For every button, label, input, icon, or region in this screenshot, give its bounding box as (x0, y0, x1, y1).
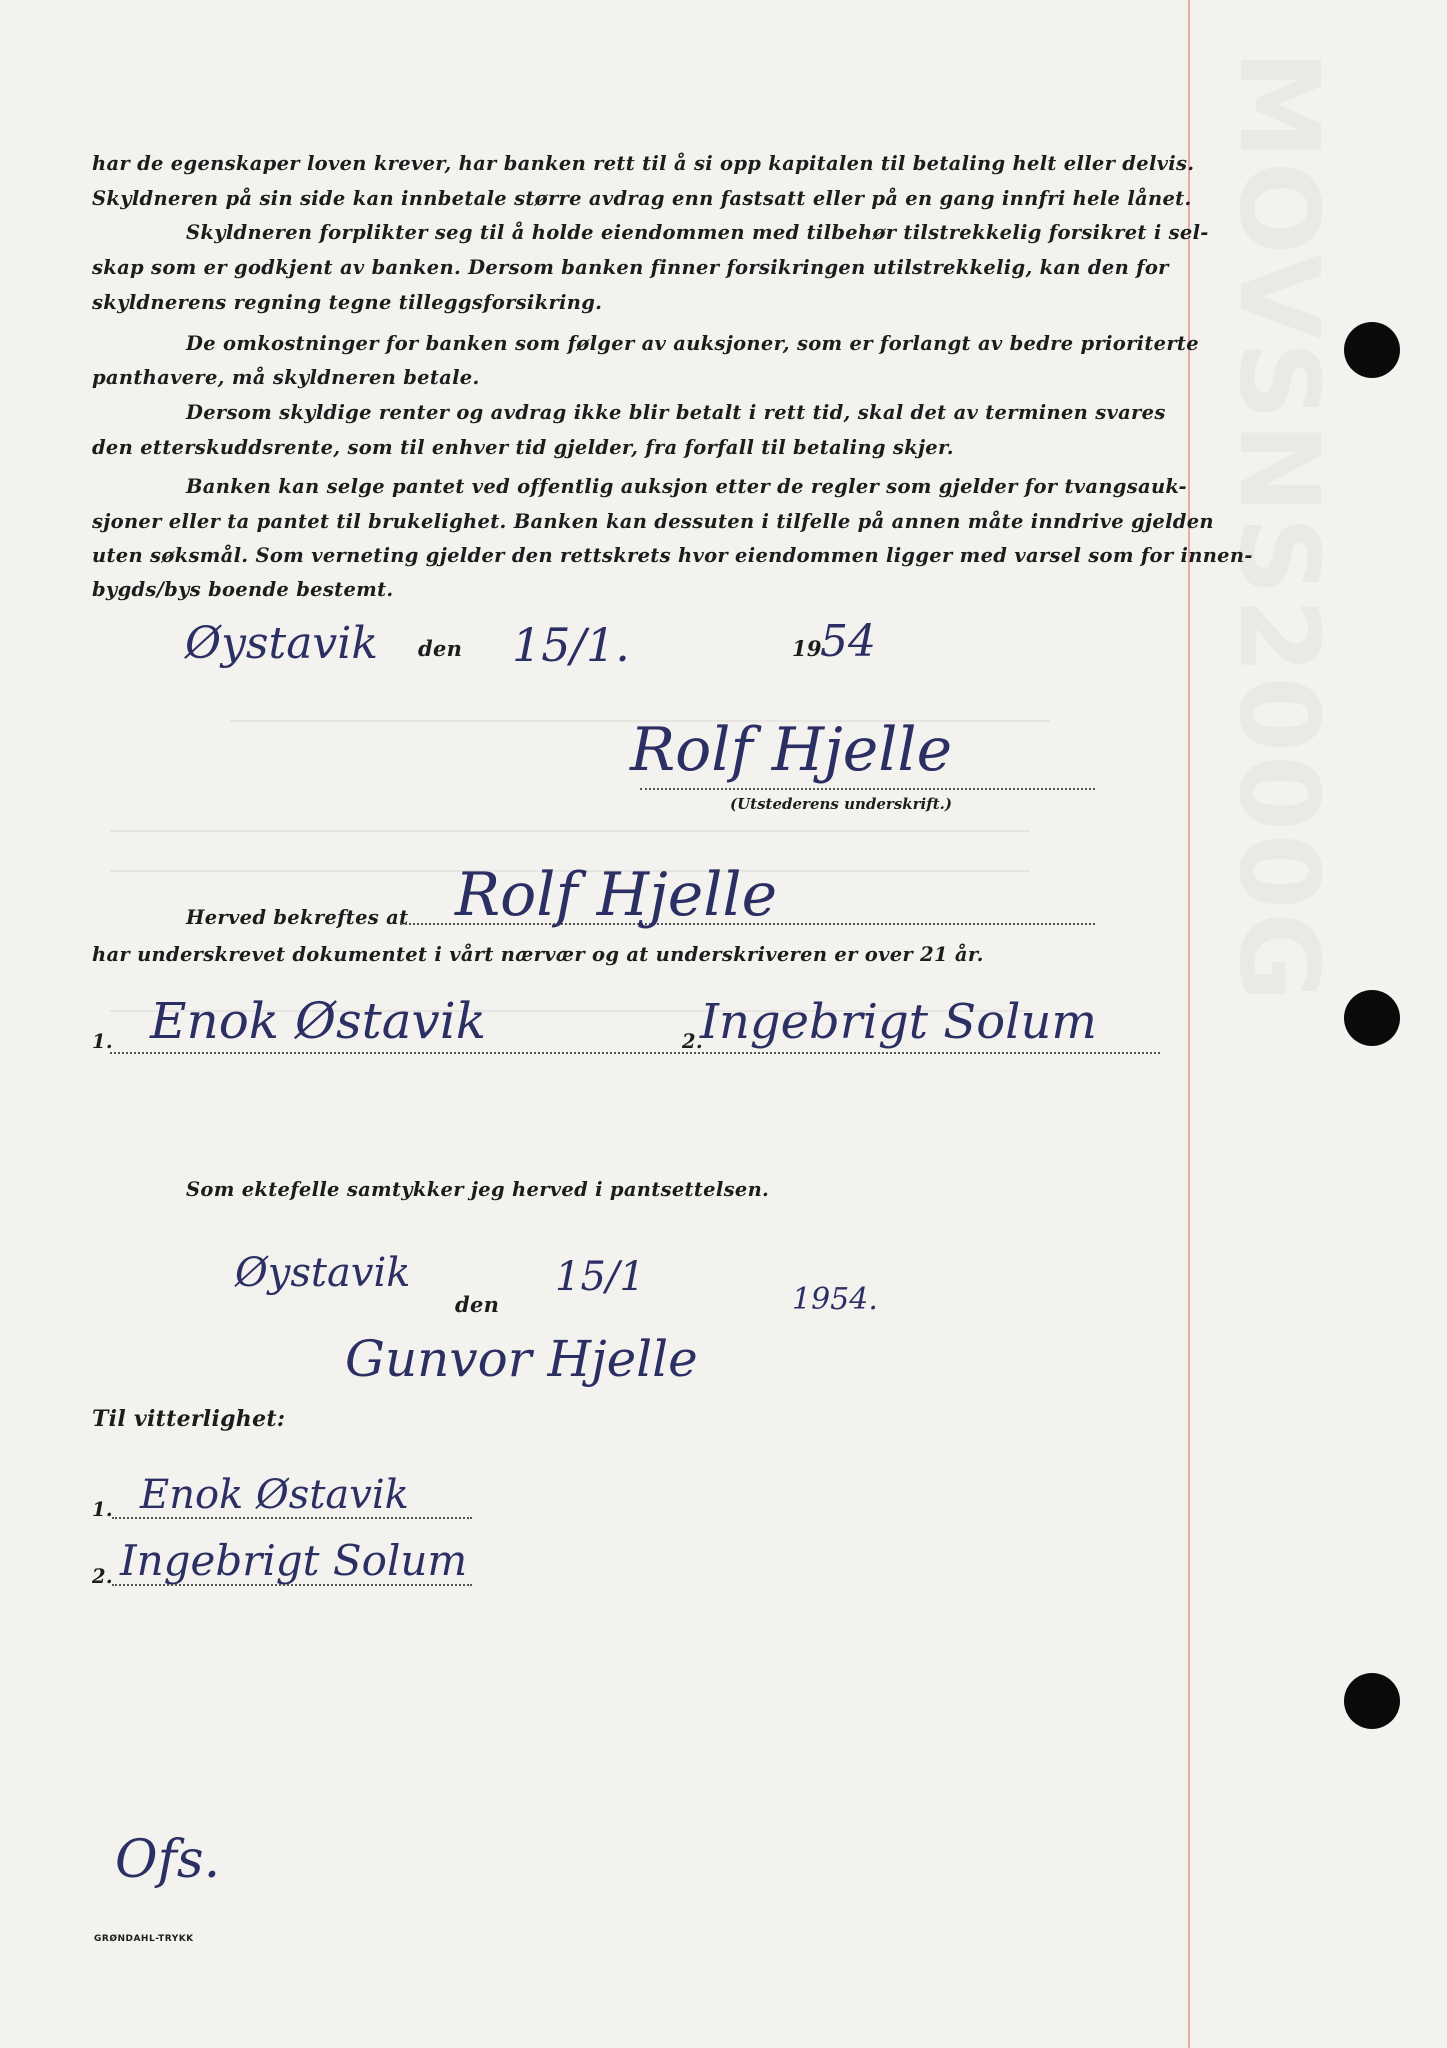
watermark (1215, 50, 1343, 1004)
year-handwritten: 54 (820, 616, 876, 667)
body-line: panthavere, må skyldneren betale. (92, 366, 480, 389)
body-line: den etterskuddsrente, som til enhver tid gjelder, fra forfall til betaling skjer. (92, 436, 954, 459)
body-line: skyldnerens regning tegne tilleggsforsikring. (92, 291, 603, 314)
issuer-caption: (Utstederens underskrift.) (730, 795, 952, 813)
witness-1-signature: Enok Østavik (150, 992, 487, 1050)
punch-hole (1344, 990, 1400, 1046)
body-line: Skyldneren forplikter seg til å holde eiendommen med tilbehør tilstrekkelig forsikret i sel- (186, 221, 1209, 244)
spouse-consent-text: Som ektefelle samtykker jeg herved i pantsettelsen. (186, 1178, 770, 1201)
body-line: Dersom skyldige renter og avdrag ikke blir betalt i rett tid, skal det av terminen svares (186, 401, 1166, 424)
attestation-w1-signature: Enok Østavik (140, 1472, 409, 1518)
spouse-den-label: den (455, 1292, 500, 1317)
spouse-place: Øystavik (235, 1250, 411, 1296)
punch-hole (1344, 322, 1400, 378)
confirmation-text: har underskrevet dokumentet i vårt nærvær og at underskriveren er over 21 år. (92, 943, 984, 966)
confirmation-label: Herved bekreftes at (186, 906, 409, 929)
body-line: sjoner eller ta pantet til brukelighet. Banken kan dessuten i tilfelle på annen måte inndrive gjelden (92, 510, 1214, 533)
year-prefix: 19 (792, 636, 822, 661)
attestation-w1-number: 1. (92, 1498, 113, 1521)
date-handwritten: 15/1. (512, 618, 630, 672)
den-label: den (418, 636, 463, 661)
body-line: har de egenskaper loven krever, har banken rett til å si opp kapitalen til betaling helt eller delvis. (92, 152, 1195, 175)
body-line: skap som er godkjent av banken. Dersom banken finner forsikringen utilstrekkelig, kan den for (92, 256, 1169, 279)
body-line: De omkostninger for banken som følger av auksjoner, som er forlangt av bedre prioriterte (186, 332, 1199, 355)
initials-handwritten: Ofs. (115, 1830, 221, 1890)
witness-1-number: 1. (92, 1030, 113, 1053)
spouse-year: 1954. (792, 1282, 878, 1317)
place-handwritten: Øystavik (185, 618, 379, 669)
body-line: Skyldneren på sin side kan innbetale større avdrag enn fastsatt eller på en gang innfri hele lånet. (92, 187, 1192, 210)
body-line: bygds/bys boende bestemt. (92, 578, 394, 601)
attestation-label: Til vitterlighet: (92, 1406, 286, 1432)
spouse-date: 15/1 (555, 1254, 645, 1300)
signer-signature: Rolf Hjelle (455, 860, 778, 930)
margin-rule (1188, 0, 1190, 2048)
body-line: uten søksmål. Som verneting gjelder den rettskrets hvor eiendommen ligger med varsel som for innen- (92, 544, 1253, 567)
signature-line (640, 788, 1095, 790)
attestation-w2-number: 2. (92, 1565, 113, 1588)
witness-line (110, 1052, 1160, 1054)
issuer-signature: Rolf Hjelle (630, 715, 953, 785)
printer-mark: GRØNDAHL-TRYKK (94, 1934, 194, 1944)
witness-2-signature: Ingebrigt Solum (700, 994, 1097, 1050)
body-line: Banken kan selge pantet ved offentlig auksjon etter de regler som gjelder for tvangsauk- (186, 475, 1187, 498)
bleed-through-line (110, 830, 1030, 832)
attestation-w2-signature: Ingebrigt Solum (120, 1536, 468, 1585)
witness-2-number: 2. (682, 1030, 703, 1053)
spouse-signature: Gunvor Hjelle (345, 1330, 698, 1388)
punch-hole (1344, 1673, 1400, 1729)
